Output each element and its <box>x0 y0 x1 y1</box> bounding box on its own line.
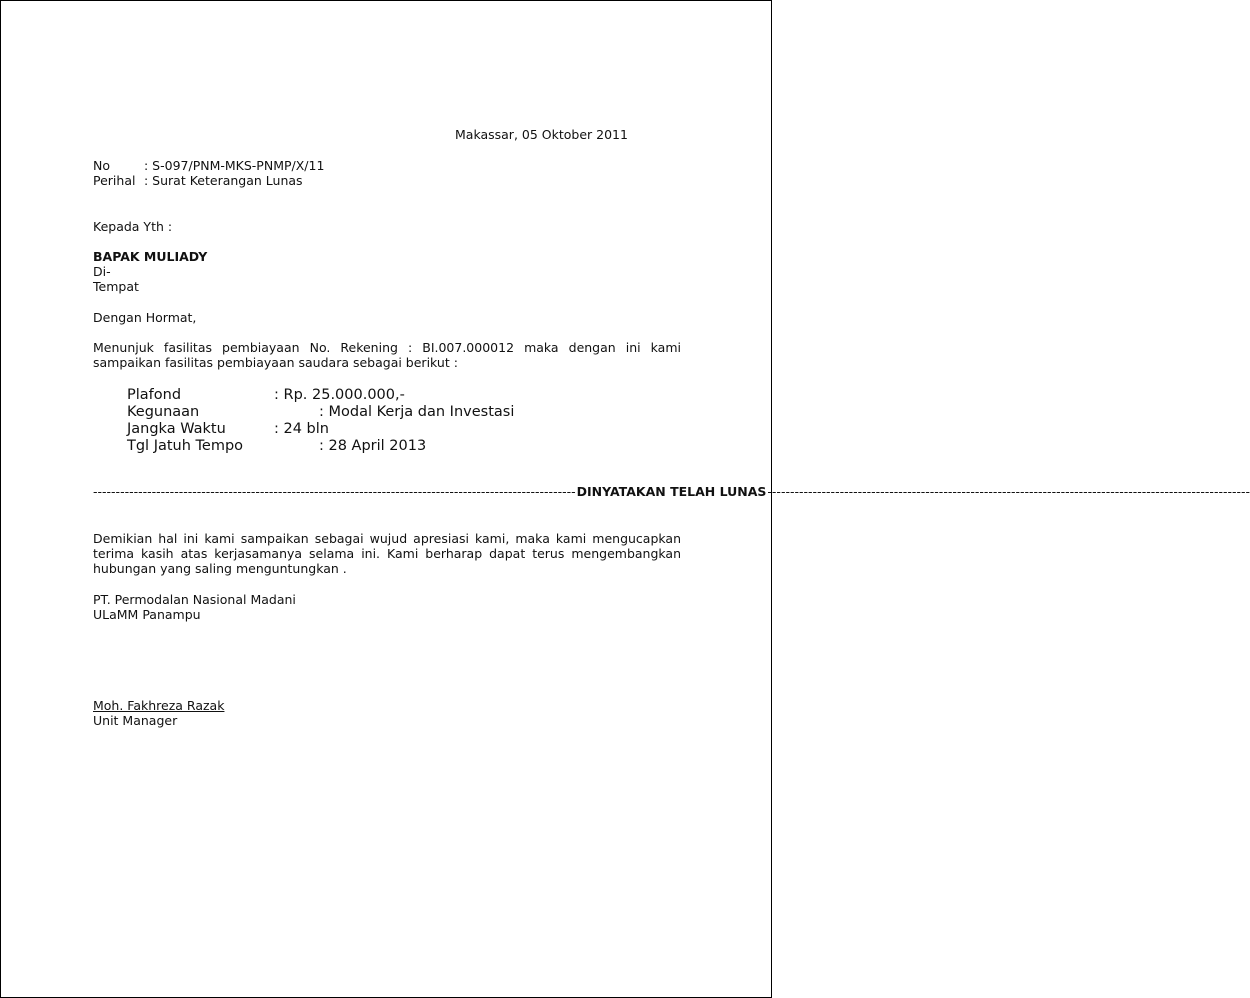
recipient-place: Tempat <box>93 279 139 294</box>
divider-dashes-right: ----------------------------------------------------------------------------------------------------------- <box>767 484 1250 499</box>
lunas-divider <box>93 484 1250 499</box>
intro-paragraph <box>93 340 681 370</box>
detail-label-kegunaan: Kegunaan <box>127 404 200 420</box>
detail-value-kegunaan: : Modal Kerja dan Investasi <box>319 404 515 420</box>
closing-line: hubungan yang saling menguntungkan . <box>93 561 347 576</box>
subject-value: : Surat Keterangan Lunas <box>144 173 303 188</box>
closing-line: Demikian hal ini kami sampaikan sebagai wujud apresiasi kami, maka kami mengucapkan <box>93 531 681 546</box>
recipient-name: BAPAK MULIADY <box>93 249 208 264</box>
subject-label: Perihal <box>93 173 136 188</box>
intro-line: sampaikan fasilitas pembiayaan saudara sebagai berikut : <box>93 355 458 370</box>
signatory-title: Unit Manager <box>93 713 178 728</box>
detail-value-plafond: : Rp. 25.000.000,- <box>274 387 405 403</box>
lunas-statement: DINYATAKAN TELAH LUNAS <box>576 484 767 499</box>
detail-label-plafond: Plafond <box>127 387 182 403</box>
closing-paragraph <box>93 531 681 576</box>
letter-number-label: No <box>93 158 110 173</box>
place-date: Makassar, 05 Oktober 2011 <box>455 127 628 142</box>
divider-dashes-left: ----------------------------------------------------------------------------------------------------------- <box>93 484 576 499</box>
company-name: PT. Permodalan Nasional Madani <box>93 592 296 607</box>
closing-line: terima kasih atas kerjasamanya selama ini. Kami berharap dapat terus mengembangkan <box>93 546 681 561</box>
detail-value-jangka-waktu: : 24 bln <box>274 421 329 437</box>
recipient-di: Di- <box>93 264 111 279</box>
letter-number-value: : S-097/PNM-MKS-PNMP/X/11 <box>144 158 325 173</box>
detail-value-jatuh-tempo: : 28 April 2013 <box>319 438 427 454</box>
detail-label-jatuh-tempo: Tgl Jatuh Tempo <box>127 438 244 454</box>
greeting: Dengan Hormat, <box>93 310 197 325</box>
signatory-name: Moh. Fakhreza Razak <box>93 698 225 713</box>
intro-line: Menunjuk fasilitas pembiayaan No. Rekening : BI.007.000012 maka dengan ini kami <box>93 340 681 355</box>
detail-label-jangka-waktu: Jangka Waktu <box>127 421 226 437</box>
company-unit: ULaMM Panampu <box>93 607 201 622</box>
recipient-salutation: Kepada Yth : <box>93 219 173 234</box>
